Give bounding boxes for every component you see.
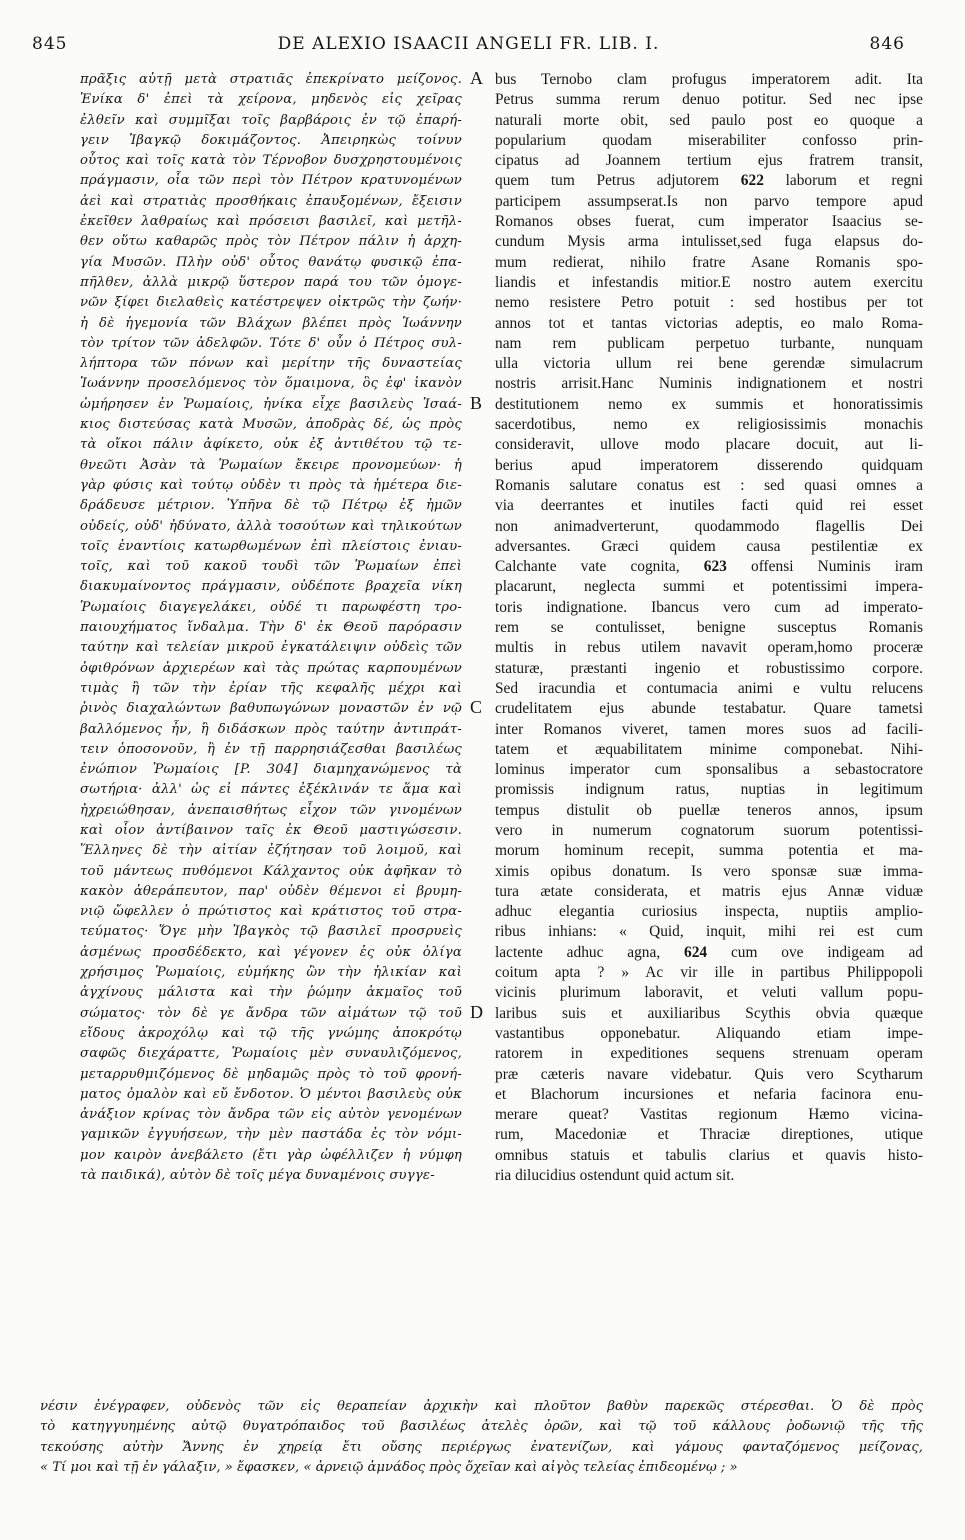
section-marker: C bbox=[470, 697, 483, 718]
greek-text-line: ῥινὸς διαχαλώντων βαθυπωγώνων μοναστῶν ἐν νῷ bbox=[80, 701, 462, 717]
greek-text-line: ἀεὶ καὶ στρατιὰς προσθήκαις ἐπαυξομένων, ἔξεισιν bbox=[80, 193, 462, 209]
latin-text-line: consideravit, ullove modo placare docuit, aut li- bbox=[495, 436, 923, 454]
greek-text-line: γία Μυσῶν. Πλὴν οὐδ' οὗτος θανάτῳ φυσικῷ ἐπα- bbox=[80, 254, 462, 270]
latin-text-line: berius apud imperatorem disserendo quidquam bbox=[495, 456, 923, 474]
latin-text-line: staturæ, præstanti ingenio et robustissimo corpore. bbox=[495, 659, 923, 677]
greek-text-line: ταύτην καὶ τελείαν μικροῦ ἐγκατάλειψιν οὐδεὶς τῶν bbox=[80, 640, 462, 656]
greek-text-line: τοῖς ἐναντίοις κατωρθωμένων ἐπὶ πλείστοις ἐνιαυ- bbox=[80, 538, 462, 554]
latin-text-line: nostris arrisit.Hanc Numinis indignationem et nostri bbox=[495, 375, 923, 393]
greek-text-line: τὸν τρίτον τῶν ἀδελφῶν. Τότε δ' οὖν ὁ Πέτρος συλ- bbox=[80, 335, 462, 351]
greek-text-line: χρήσιμος Ῥωμαίοις, εὐμήκης ὢν τὴν ἡλικίαν καὶ bbox=[80, 965, 462, 981]
latin-text-line: vero in numerum cognatorum suorum potentissi- bbox=[495, 821, 923, 839]
greek-text-line: μεταρρυθμιζόμενος δὲ μηδαμῶς πρὸς τὸ τοῦ φρονή- bbox=[80, 1066, 462, 1082]
greek-text-line: λήπτορα τῶν πόνων καὶ μερίτην τῆς δυναστείας bbox=[80, 356, 462, 372]
latin-text-line: adhuc elegantia curiosius inspecta, nuptiis amplio- bbox=[495, 903, 923, 921]
greek-text-line: διακυμαίνοντος πράγμασιν, οὐδέποτε βραχεῖα νίκη bbox=[80, 579, 462, 595]
greek-text-line: σώματος· τὸν δὲ γε ἄνδρα τῶν αἱμάτων τῷ τοῦ bbox=[80, 1005, 462, 1021]
greek-text-line: πῆλθεν, ἀλλὰ μικρῷ ὕστερον παρά του τῶν ὁμογε- bbox=[80, 274, 462, 290]
greek-text-line: κιος διστεύσας κατὰ Μυσῶν, ἀποδρὰς δέ, ὡς πρὸς bbox=[80, 417, 462, 433]
greek-text-line: ἀνάξιον κρίνας τὸν ἄνδρα τῶν εἰς αὐτὸν γενομένων bbox=[80, 1107, 462, 1123]
greek-text-line: ἀγχίνους μάλιστα καὶ τὴν ῥώμην ἀκμαῖος τοῦ bbox=[80, 985, 462, 1001]
greek-text-line: ἡ δὲ ἡγεμονία τῶν Βλάχων βλέπει πρὸς Ἰωάννην bbox=[80, 315, 462, 331]
greek-text-line: ὡμήρησεν ἐν Ῥωμαίοις, ἡνίκα εἶχε βασιλεὺς Ἰσαά- bbox=[80, 396, 462, 412]
latin-text-line: tura ætate considerata, et matris ejus Annæ viduæ bbox=[495, 882, 923, 900]
greek-text-line: Ῥωμαίοις διαγεγελάκει, οὐδέ τι παρωφέστη τρο- bbox=[80, 599, 462, 615]
greek-text-line: τεύματος· Ὅγε μὴν Ἰβαγκὸς τῷ βασιλεῖ προσρυεὶς bbox=[80, 924, 462, 940]
greek-text-line: γειν Ἰβαγκῷ δοκιμάζοντος. Ἀπειρηκὼς τοίνυν bbox=[80, 132, 462, 148]
greek-text-line: τὰ παιδικά), αὐτὸν δὲ τοῖς μέγα δυναμένοις συγγε- bbox=[80, 1168, 435, 1184]
full-width-text-line: νέσιν ἐνέγραφεν, οὐδενὸς τῶν εἰς θεραπείαν ἀρχικὴν καὶ πλοῦτον βαθὺν παρεκῶς στέρεσθαι. Ὁ δὲ πρὸς bbox=[40, 1399, 923, 1414]
latin-text-line: inter Romanos viveret, tamen mores suos ad facili- bbox=[495, 720, 923, 738]
latin-text-line: Petrus summa rerum denuo potitur. Sed nec ipse bbox=[495, 91, 923, 109]
greek-text-line: Ἰωάννην προσελόμενος τὸν ὅμαιμονα, ὃς ἐφ' ἱκανὸν bbox=[80, 376, 462, 392]
greek-text-line: θνεῶτι Ἀσὰν τὰ Ῥωμαίων ἔκειρε προνομεύων· ἡ bbox=[80, 457, 462, 473]
latin-text-line: destitutionem nemo ex summis et honoratissimis bbox=[495, 395, 923, 413]
latin-text-line: tempus distulit ob puellæ teneros annos, ipsum bbox=[495, 801, 923, 819]
greek-text-line: ἐκεῖθεν λαθραίως καὶ πρόσεισι βασιλεῖ, καὶ μετῆλ- bbox=[80, 214, 462, 230]
latin-text-line: ria dilucidius ostendunt quid actum sit. bbox=[495, 1167, 735, 1185]
latin-text-line: vastantibus opponebatur. Aliquando etiam impe- bbox=[495, 1024, 923, 1042]
latin-text-line: ximis opibus donatum. Is vero sponsæ suæ imma- bbox=[495, 862, 923, 880]
greek-text-line: οὗτος καὶ τοῖς κατὰ τὸν Τέρνοβον δυσχρηστουμένοις bbox=[80, 153, 462, 169]
greek-text-line: Ἕλληνες δὲ τὴν αἰτίαν ἐζήτησαν τοῦ λοιμοῦ, καὶ bbox=[80, 843, 462, 859]
section-marker: D bbox=[470, 1001, 483, 1022]
latin-text-line: tatem et æquabilitatem minime componebat. Nihi- bbox=[495, 740, 923, 758]
latin-text-line: popularium quodam miserabiliter confosso prin- bbox=[495, 131, 923, 149]
greek-text-line: τοῦ μάντεως πυθόμενοι Κάλχαντος οὐκ ἀφῆκαν τὸ bbox=[80, 863, 462, 879]
greek-text-line: τοῖς, καὶ τοῦ κακοῦ τουδὶ τῶν Ῥωμαίων ἐπεὶ bbox=[80, 559, 462, 575]
greek-text-line: πράγμασιν, οἷα τῶν περὶ τὸν Πέτρον κρατυνομένων bbox=[80, 173, 462, 189]
latin-text-line: naturali morte obit, sed paulo post eo quoque a bbox=[495, 111, 923, 129]
latin-text-line: cipatus ad Joannem tertium ejus fratrem transit, bbox=[495, 152, 923, 170]
latin-text-line: non animadverterunt, quodammodo flagellis Dei bbox=[495, 517, 923, 535]
greek-text-line: κακὸν ἀθεράπευτον, παρ' οὐδὲν θέμενοι εἰ βρυμη- bbox=[80, 883, 462, 899]
latin-text-line: nemo resistere Petro potuit : sed hostibus per tot bbox=[495, 294, 923, 312]
page-header bbox=[32, 34, 905, 56]
greek-text-line: οὐδείς, οὐδ' ἠδύνατο, ἀλλὰ τοσούτων καὶ τηλικούτων bbox=[80, 518, 462, 534]
greek-text-line: πρᾶξις αὐτῇ μετὰ στρατιᾶς ἐπεκρίνατο μείζονος. bbox=[80, 72, 462, 87]
latin-text-line: bus Ternobo clam profugus imperatorem adit. Ita bbox=[495, 71, 923, 88]
latin-text-line: præ cæteris navare videbatur. Quis vero Scytharum bbox=[495, 1065, 923, 1083]
latin-text-line: ulla victoria ullum rei bene gerendæ simulacrum bbox=[495, 355, 923, 373]
section-marker: A bbox=[470, 68, 483, 88]
full-width-greek-text bbox=[40, 1397, 923, 1478]
latin-text-line: Calchante vate cognita, 623 offensi Numinis iram bbox=[495, 558, 923, 576]
greek-text-line: θεν οὕτω καθαρῶς πρὸς τὸν Πέτρον πάλιν ἡ ἀρχη- bbox=[80, 234, 462, 250]
right-page-number: 846 bbox=[869, 34, 905, 54]
latin-text-line: placarunt, neglecta summi et potentissimi impera- bbox=[495, 578, 923, 596]
full-width-text-line: τεκούσης αὐτὴν Ἄννης ἐν χηρείᾳ ἔτι οὔσης περιέργως ἐνατενίζων, καὶ γάμους φανταζόμενος μείζονας, bbox=[40, 1439, 923, 1455]
latin-text-line: cundum Mysis arma intulisset,sed fuga elapsus do- bbox=[495, 233, 923, 251]
latin-text-line: et Blachorum incursiones et nefaria facinora enu- bbox=[495, 1085, 923, 1103]
greek-text-line: νῶν ξίφει διελαθεὶς κατέστρεψεν οἰκτρῶς τὴν ζωήν· bbox=[80, 295, 462, 311]
greek-text-line: νιῷ ὤφελλεν ὁ πρώτιστος καὶ κράτιστος τοῦ στρα- bbox=[80, 904, 462, 920]
section-marker: B bbox=[470, 392, 483, 413]
latin-text-line: promissis indignum ratus, nuptias in legitimum bbox=[495, 781, 923, 799]
latin-text-line: participem assumpserat.Is non parvo tempore apud bbox=[495, 192, 923, 210]
greek-text-line: ὀφιθρόνων ἀρχιερέων καὶ τὰς πρώτας καρπουμένων bbox=[80, 660, 462, 676]
greek-text-line: ἐνώπιον Ῥωμαίοις [P. 304] διαμηχανώμενος τὰ bbox=[80, 762, 462, 778]
latin-text-line: nam rem publicam perpetuo turbante, nunquam bbox=[495, 334, 923, 352]
greek-text-line: γαμικῶν ἐγγυήσεων, τὴν μὲν παστάδα ἐς τὸν νόμι- bbox=[80, 1127, 462, 1143]
greek-text-line: τιμὰς ἢ τῶν τὴν ἐρίαν τῆς κεφαλῆς μέχρι καὶ bbox=[80, 680, 462, 696]
greek-text-line: τειν ὁποσονοῦν, ἢ ἐν τῇ παρρησιάζεσθαι βασιλέως bbox=[80, 741, 462, 757]
greek-text-line: καὶ οἷον ἀντίβαινον ταῖς ἐκ Θεοῦ μαστιγώσεσιν. bbox=[80, 822, 462, 838]
latin-text-line: lominus imperator cum sponsalibus a sebastocratore bbox=[495, 761, 923, 779]
left-page-number: 845 bbox=[32, 34, 68, 54]
latin-text-line: via deerrantes et inutiles facti quid rei esset bbox=[495, 497, 923, 515]
full-width-text-line: « Τί μοι καὶ τῇ ἐν γάλαξιν, » ἔφασκεν, « ἀρνειῷ ἀμνάδος πρὸς ὄχεῖαν καὶ αἰγὸς τελείας ἐπιδεομένῳ ; » bbox=[40, 1459, 738, 1475]
greek-text-line: παιουχήματος ἴνδαλμα. Τὴν δ' ἐκ Θεοῦ παρόρασιν bbox=[80, 620, 462, 636]
latin-text-line: mum redierat, nihilo fratre Asane Romanis spo- bbox=[495, 253, 923, 271]
running-title: DE ALEXIO ISAACII ANGELI FR. LIB. I. bbox=[277, 34, 660, 54]
latin-text-column bbox=[495, 70, 923, 1186]
latin-text-line: quem tum Petrus adjutorem 622 laborum et regni bbox=[495, 172, 923, 190]
greek-text-column bbox=[80, 70, 462, 1186]
greek-text-line: δράδευσε μέτριον. Ὑπῆνα δὲ τῷ Πέτρῳ ἐξ ἡμῶν bbox=[80, 498, 462, 514]
latin-text-line: liandis et infestandis mitior.E nostro autem exercitu bbox=[495, 273, 923, 291]
greek-text-line: γὰρ φύσις καὶ τούτῳ οὐδὲν τι πρὸς τὰ ἡμέτερα διε- bbox=[80, 477, 462, 493]
greek-text-line: Ἐνίκα δ' ἐπεὶ τὰ χείρονα, μηδενὸς εἰς χεῖρας bbox=[80, 92, 462, 108]
greek-text-line: εἴδους ἀκροχόλῳ καὶ τῷ τῆς γνώμης ἀποκρότῳ bbox=[80, 1025, 462, 1041]
latin-text-line: toris indignatione. Ibancus vero cum ad imperato- bbox=[495, 598, 923, 616]
latin-text-line: lactente adhuc agna, 624 cum ove indigeam ad bbox=[495, 943, 923, 961]
latin-text-line: sacerdotibus, nemo ex religiosissimis monachis bbox=[495, 416, 923, 434]
latin-text-line: coitum apta ? » Ac vir ille in partibus Philippopoli bbox=[495, 964, 923, 982]
full-width-text-line: τὸ κατηγγυημένης αὐτῷ θυγατρόπαιδος τοῦ βασιλέως ἀτελὲς ὁρῶν, καὶ τῷ τοῦ κάλλους ῥοδωνιῷ τῆς τῆς bbox=[40, 1419, 923, 1435]
latin-text-line: omnibus statuis et tabulis clarius et quavis histo- bbox=[495, 1146, 923, 1164]
greek-text-line: σωτήρια· ἀλλ' ὡς εἰ πάντες ἐξέκλινάν τε ἅμα καὶ bbox=[80, 782, 462, 798]
latin-text-line: vicinis plurimum laboravit, et veluti vallum popu- bbox=[495, 984, 923, 1002]
latin-text-line: annos tot et tantas victorias adeptis, eo malo Roma- bbox=[495, 314, 923, 332]
latin-text-line: Sed iracundia et contumacia animi e vultu relucens bbox=[495, 679, 923, 697]
latin-text-line: ribus inhians: « Quid, inquit, mihi rei est cum bbox=[495, 923, 923, 941]
greek-text-line: ἐλθεῖν καὶ συμμῖξαι τοῖς βαρβάροις ἐν τῷ ἐπαρή- bbox=[80, 112, 462, 128]
greek-text-line: μον καιρὸν ἀνεβάλετο (ἔτι γὰρ ὠφέλλιζεν ἡ νύμφη bbox=[80, 1147, 462, 1163]
greek-text-line: σαφῶς διεχάραττε, Ῥωμαίοις μὲν συναυλιζόμενος, bbox=[80, 1046, 462, 1062]
latin-text-line: rum, Macedoniæ et Thraciæ direptiones, utique bbox=[495, 1126, 923, 1144]
latin-text-line: Romanos obses fuerat, cum imperator Isaacius se- bbox=[495, 213, 923, 231]
greek-text-line: ἠχρειώθησαν, ἀνεπαισθήτως εἶχον τῶν γινομένων bbox=[80, 802, 462, 818]
greek-text-line: βαλλόμενος ἦν, ἢ διδάσκων πρὸς ταύτην ἀντιπράτ- bbox=[80, 721, 462, 737]
greek-text-line: ματος ὁμαλὸν καὶ εὔ ἔνδοτον. Ὁ μέντοι βασιλεὺς οὐκ bbox=[80, 1086, 462, 1102]
latin-text-line: crudelitatem ejus abunde testabatur. Quare tametsi bbox=[495, 700, 923, 718]
latin-text-line: morum hominum recepit, summa potentia et ma- bbox=[495, 842, 923, 860]
latin-text-line: Romanis salutare conatus est : sed quasi omnes a bbox=[495, 476, 923, 494]
latin-text-line: multis in rebus utilem navavit operam,homo proceræ bbox=[495, 639, 923, 657]
latin-text-line: rem se contulisset, benigne susceptus Romanis bbox=[495, 619, 923, 637]
latin-text-line: laribus suis et auxiliaribus Scythis obvia quæque bbox=[495, 1004, 923, 1022]
greek-text-line: τὰ οἴκοι πάλιν ἀφίκετο, οὐκ ἐξ ἀντιθέτου τῷ τε- bbox=[80, 437, 462, 453]
latin-text-line: ratorem in expeditiones sequens strenuam operam bbox=[495, 1045, 923, 1063]
latin-text-line: merare queat? Vastitas regionum Hæmo vicina- bbox=[495, 1106, 923, 1124]
latin-text-line: adversantes. Græci quidem causa pestilentiæ ex bbox=[495, 537, 923, 555]
greek-text-line: ἀσμένως προσδέδεκτο, καὶ γέγονεν ἐς οὐκ ὀλίγα bbox=[80, 944, 462, 960]
